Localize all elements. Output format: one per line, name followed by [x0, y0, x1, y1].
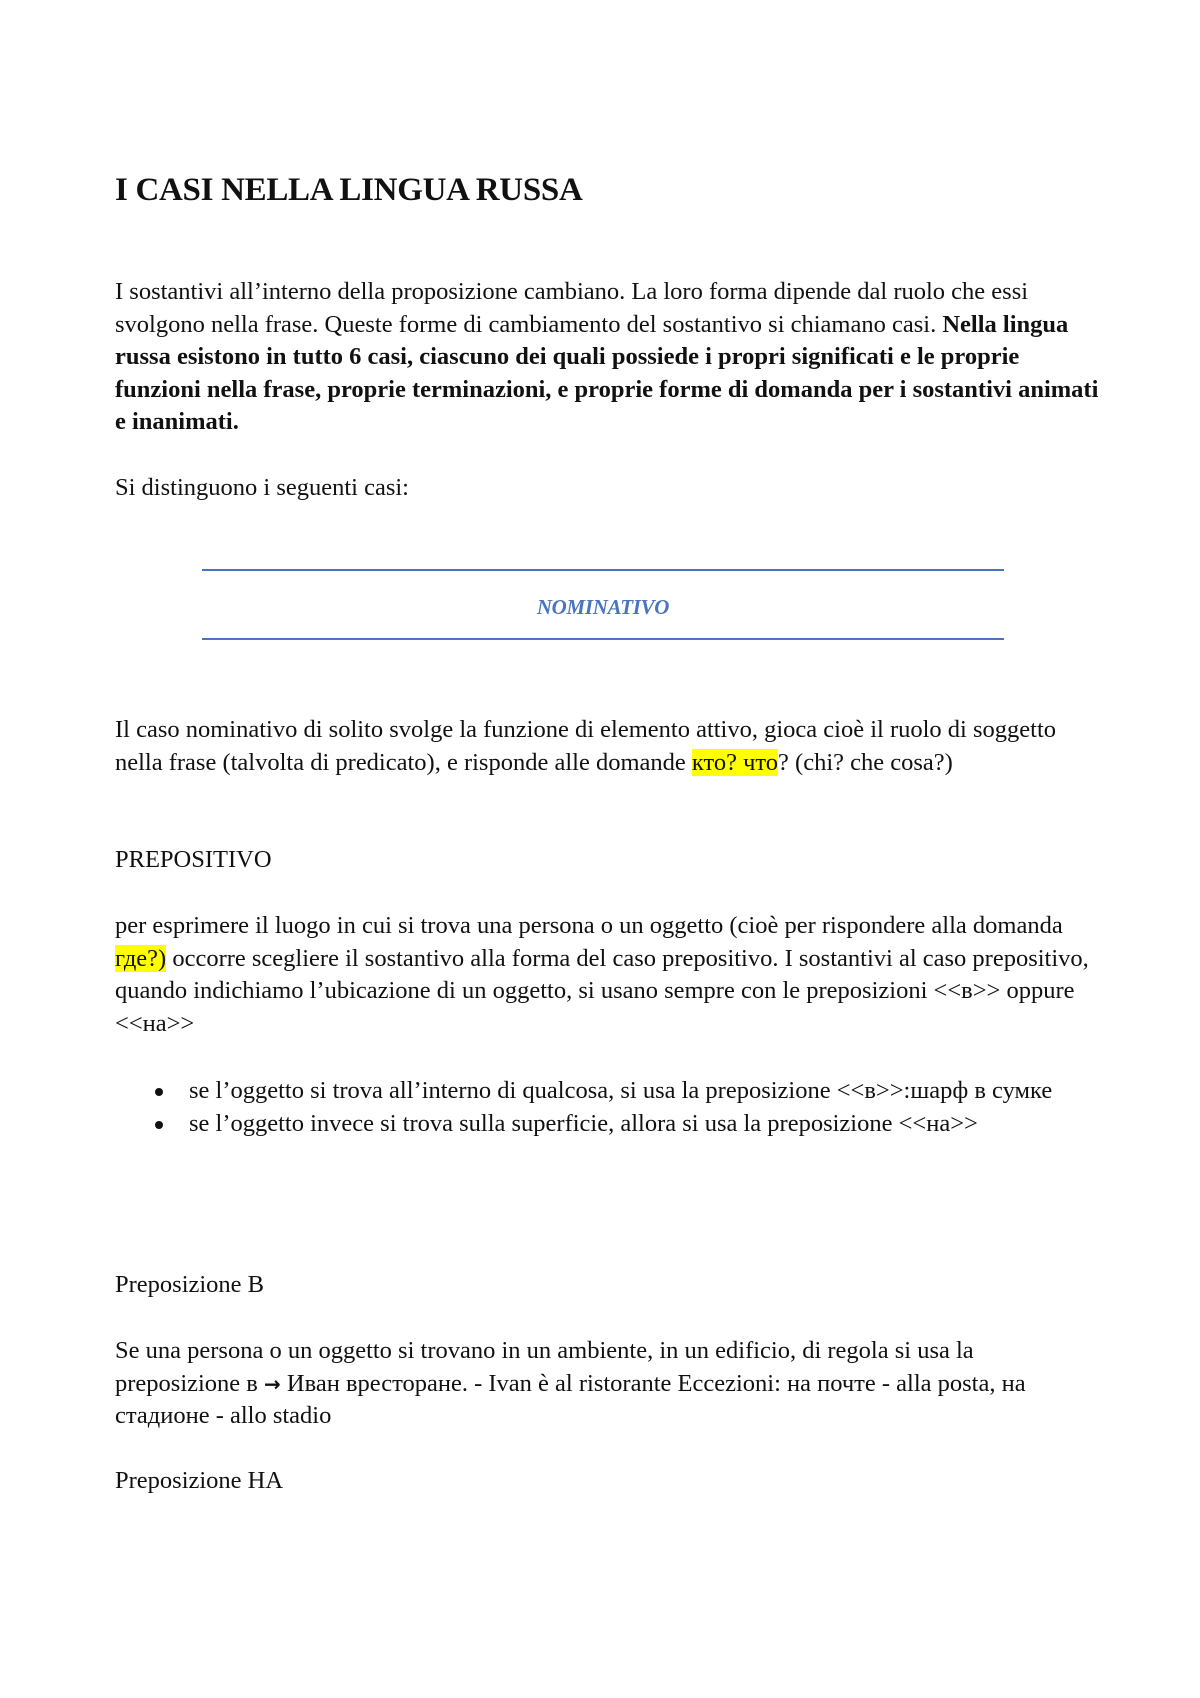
intro-plain-text: I sostantivi all’interno della proposizione cambiano. La loro forma dipende dal ruolo che essi svolgono nella frase. Queste forme di cambiamento del sostantivo si chiamano casi. [115, 278, 1029, 338]
nominativo-text-before: Il caso nominativo di solito svolge la funzione di elemento attivo, gioca cioè il ruolo di soggetto nella frase (talvolta di predicato), e risponde alle domande [115, 716, 1057, 776]
prepositivo-text-before: per esprimere il luogo in cui si trova una persona o un oggetto (cioè per rispondere alla domanda [115, 912, 1063, 939]
arrow-right-icon: → [264, 1371, 281, 1396]
bullet-list [115, 1075, 1100, 1140]
bullet-text: se l’oggetto invece si trova sulla superficie, allora si usa la preposizione <<на>> [189, 1109, 978, 1137]
prep-b-heading: Preposizione B [115, 1271, 265, 1298]
prepositivo-text-after: occorre scegliere il sostantivo alla forma del caso prepositivo. I sostantivi al caso prepositivo, quando indichiamo l’ubicazione di un oggetto, si usano sempre con le preposizioni <<в>> oppure <<на>> [115, 944, 1089, 1037]
lead-line: Si distinguono i seguenti casi: [115, 474, 409, 501]
nominativo-text-after: ? (chi? che cosa?) [778, 748, 953, 776]
nominativo-paragraph [115, 714, 1100, 779]
intro-bold-text: Nella lingua russa esistono in tutto 6 casi, ciascuno dei quali possiede i propri significati e le proprie funzioni nella frase, proprie terminazioni, e proprie forme di domanda per i sostantivi animati e inanimati. [115, 310, 1099, 436]
section-heading-nominativo: NOMINATIVO [536, 595, 670, 619]
prepositivo-heading: PREPOSITIVO [115, 846, 272, 873]
prep-b-text-after: Иван врестоpане. - Ivan è al ristorante Eccezioni: на почте - alla posta, на стадионе - allo stadio [115, 1369, 1026, 1430]
bullet-icon [155, 1121, 163, 1129]
bullet-icon [155, 1088, 163, 1096]
section-heading-box [202, 569, 1004, 640]
prep-b-paragraph [115, 1335, 1100, 1433]
prepositivo-highlight: где?) [115, 944, 167, 972]
nominativo-highlight: кто? что [691, 748, 779, 776]
prepositivo-paragraph [115, 910, 1100, 1040]
intro-paragraph [115, 276, 1100, 439]
prep-ha-heading: Preposizione HA [115, 1467, 284, 1494]
bullet-text: se l’oggetto si trova all’interno di qualcosa, si usa la preposizione <<в>>:шарф в сумке [189, 1077, 1053, 1104]
list-item [115, 1108, 1100, 1141]
list-item [115, 1075, 1100, 1108]
prep-b-text-before: Se una persona o un oggetto si trovano in un ambiente, in un edificio, di regola si usa la preposizione в [115, 1337, 974, 1397]
document-title: I CASI NELLA LINGUA RUSSA [115, 172, 583, 208]
